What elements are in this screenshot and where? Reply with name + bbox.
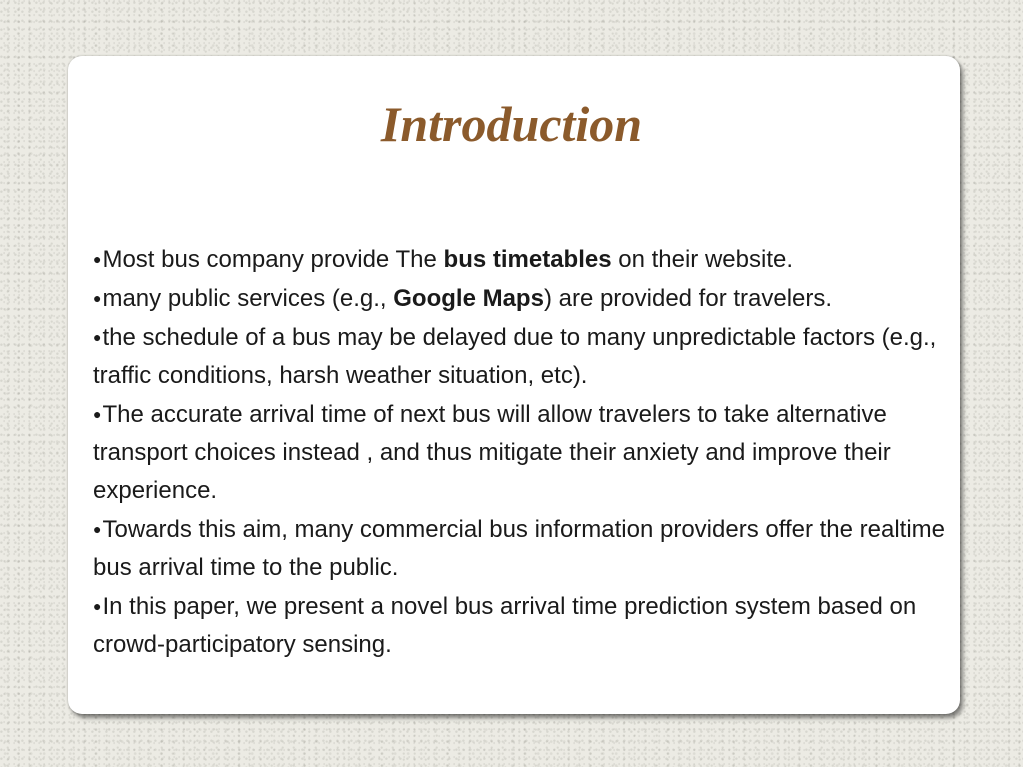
bullet-text: many public services (e.g.,: [102, 285, 394, 312]
bullet-text: Most bus company provide The: [102, 246, 444, 273]
bullet-text: Towards this aim, many commercial bus information providers offer the realtime bus arrival time to the public.: [93, 516, 946, 581]
bullet-item-3: [93, 318, 973, 395]
bullet-text: the schedule of a bus may be delayed due to many unpredictable factors (e.g., traffic conditions, harsh weather situation, etc).: [93, 324, 937, 389]
slide-title: Introduction: [380, 96, 643, 152]
bold-phrase: bus timetables: [443, 246, 612, 273]
bullet-item-2: [93, 279, 973, 318]
bullet-text: on their website.: [611, 246, 794, 273]
bold-phrase: Google Maps: [393, 285, 544, 312]
bullet-dot-icon: ●: [93, 598, 102, 614]
bullet-item-4: [93, 395, 973, 510]
bullet-item-5: [93, 510, 973, 587]
bullet-item-1: [93, 240, 973, 279]
bullet-dot-icon: ●: [93, 406, 102, 422]
bullet-dot-icon: ●: [93, 251, 102, 267]
bullet-text: In this paper, we present a novel bus arrival time prediction system based on crowd-participatory sensing.: [93, 593, 917, 658]
bullet-item-6: [93, 587, 973, 664]
slide-body: [93, 240, 973, 664]
bullet-dot-icon: ●: [93, 290, 102, 306]
bullet-dot-icon: ●: [93, 521, 102, 537]
bullet-text: The accurate arrival time of next bus will allow travelers to take alternative transport choices instead , and thus mitigate their anxiety and improve their experience.: [93, 401, 891, 504]
bullet-text: ) are provided for travelers.: [543, 285, 833, 312]
bullet-dot-icon: ●: [93, 329, 102, 345]
